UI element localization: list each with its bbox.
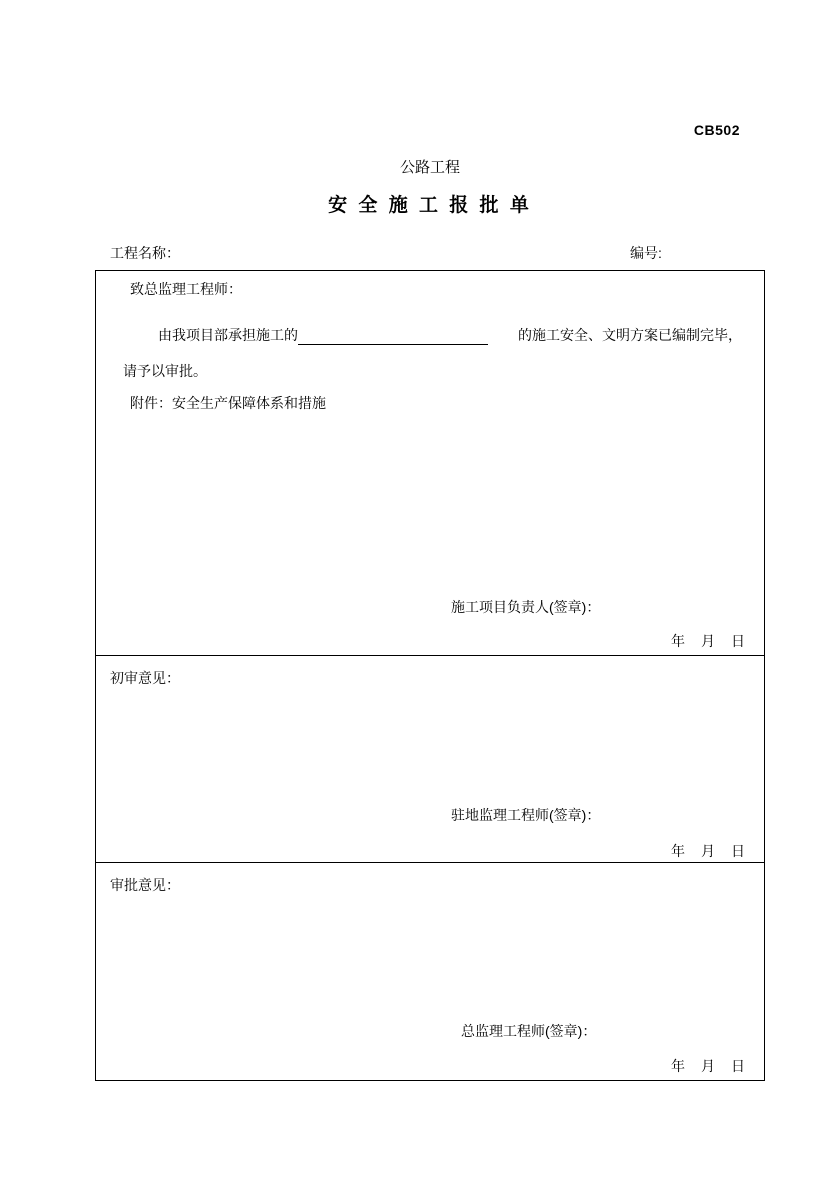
project-category-title: 公路工程 <box>399 159 460 176</box>
request-section <box>96 271 764 656</box>
project-fill-in-blank <box>298 330 488 345</box>
resident-engineer-signature-label: 驻地监理工程师(签章)： <box>451 807 601 823</box>
request-date-label: 年 月 日 <box>671 633 746 649</box>
form-code: CB502 <box>693 122 740 138</box>
approval-heading: 审批意见： <box>110 877 180 893</box>
form-border-box <box>95 270 765 1081</box>
statement-prefix: 由我项目部承担施工的 <box>158 327 298 343</box>
approval-date-label: 年 月 日 <box>671 1058 746 1074</box>
initial-review-date-label: 年 月 日 <box>671 843 746 859</box>
chief-engineer-signature-label: 总监理工程师(签章)： <box>461 1023 597 1039</box>
initial-review-heading: 初审意见： <box>110 670 180 686</box>
statement-suffix: 的施工安全、文明方案已编制完毕， <box>518 327 742 343</box>
attachment-note: 附件：安全生产保障体系和措施 <box>130 395 326 411</box>
number-label: 编号: <box>630 245 662 261</box>
project-name-label: 工程名称： <box>110 245 180 261</box>
initial-review-section <box>96 656 764 863</box>
document-title: 安 全 施 工 报 批 单 <box>328 195 532 216</box>
salutation: 致总监理工程师： <box>130 281 242 297</box>
statement-line <box>158 325 758 345</box>
contractor-signature-label: 施工项目负责人(签章)： <box>451 599 601 615</box>
statement-line2: 请予以审批。 <box>123 363 207 379</box>
approval-section <box>96 863 764 1082</box>
